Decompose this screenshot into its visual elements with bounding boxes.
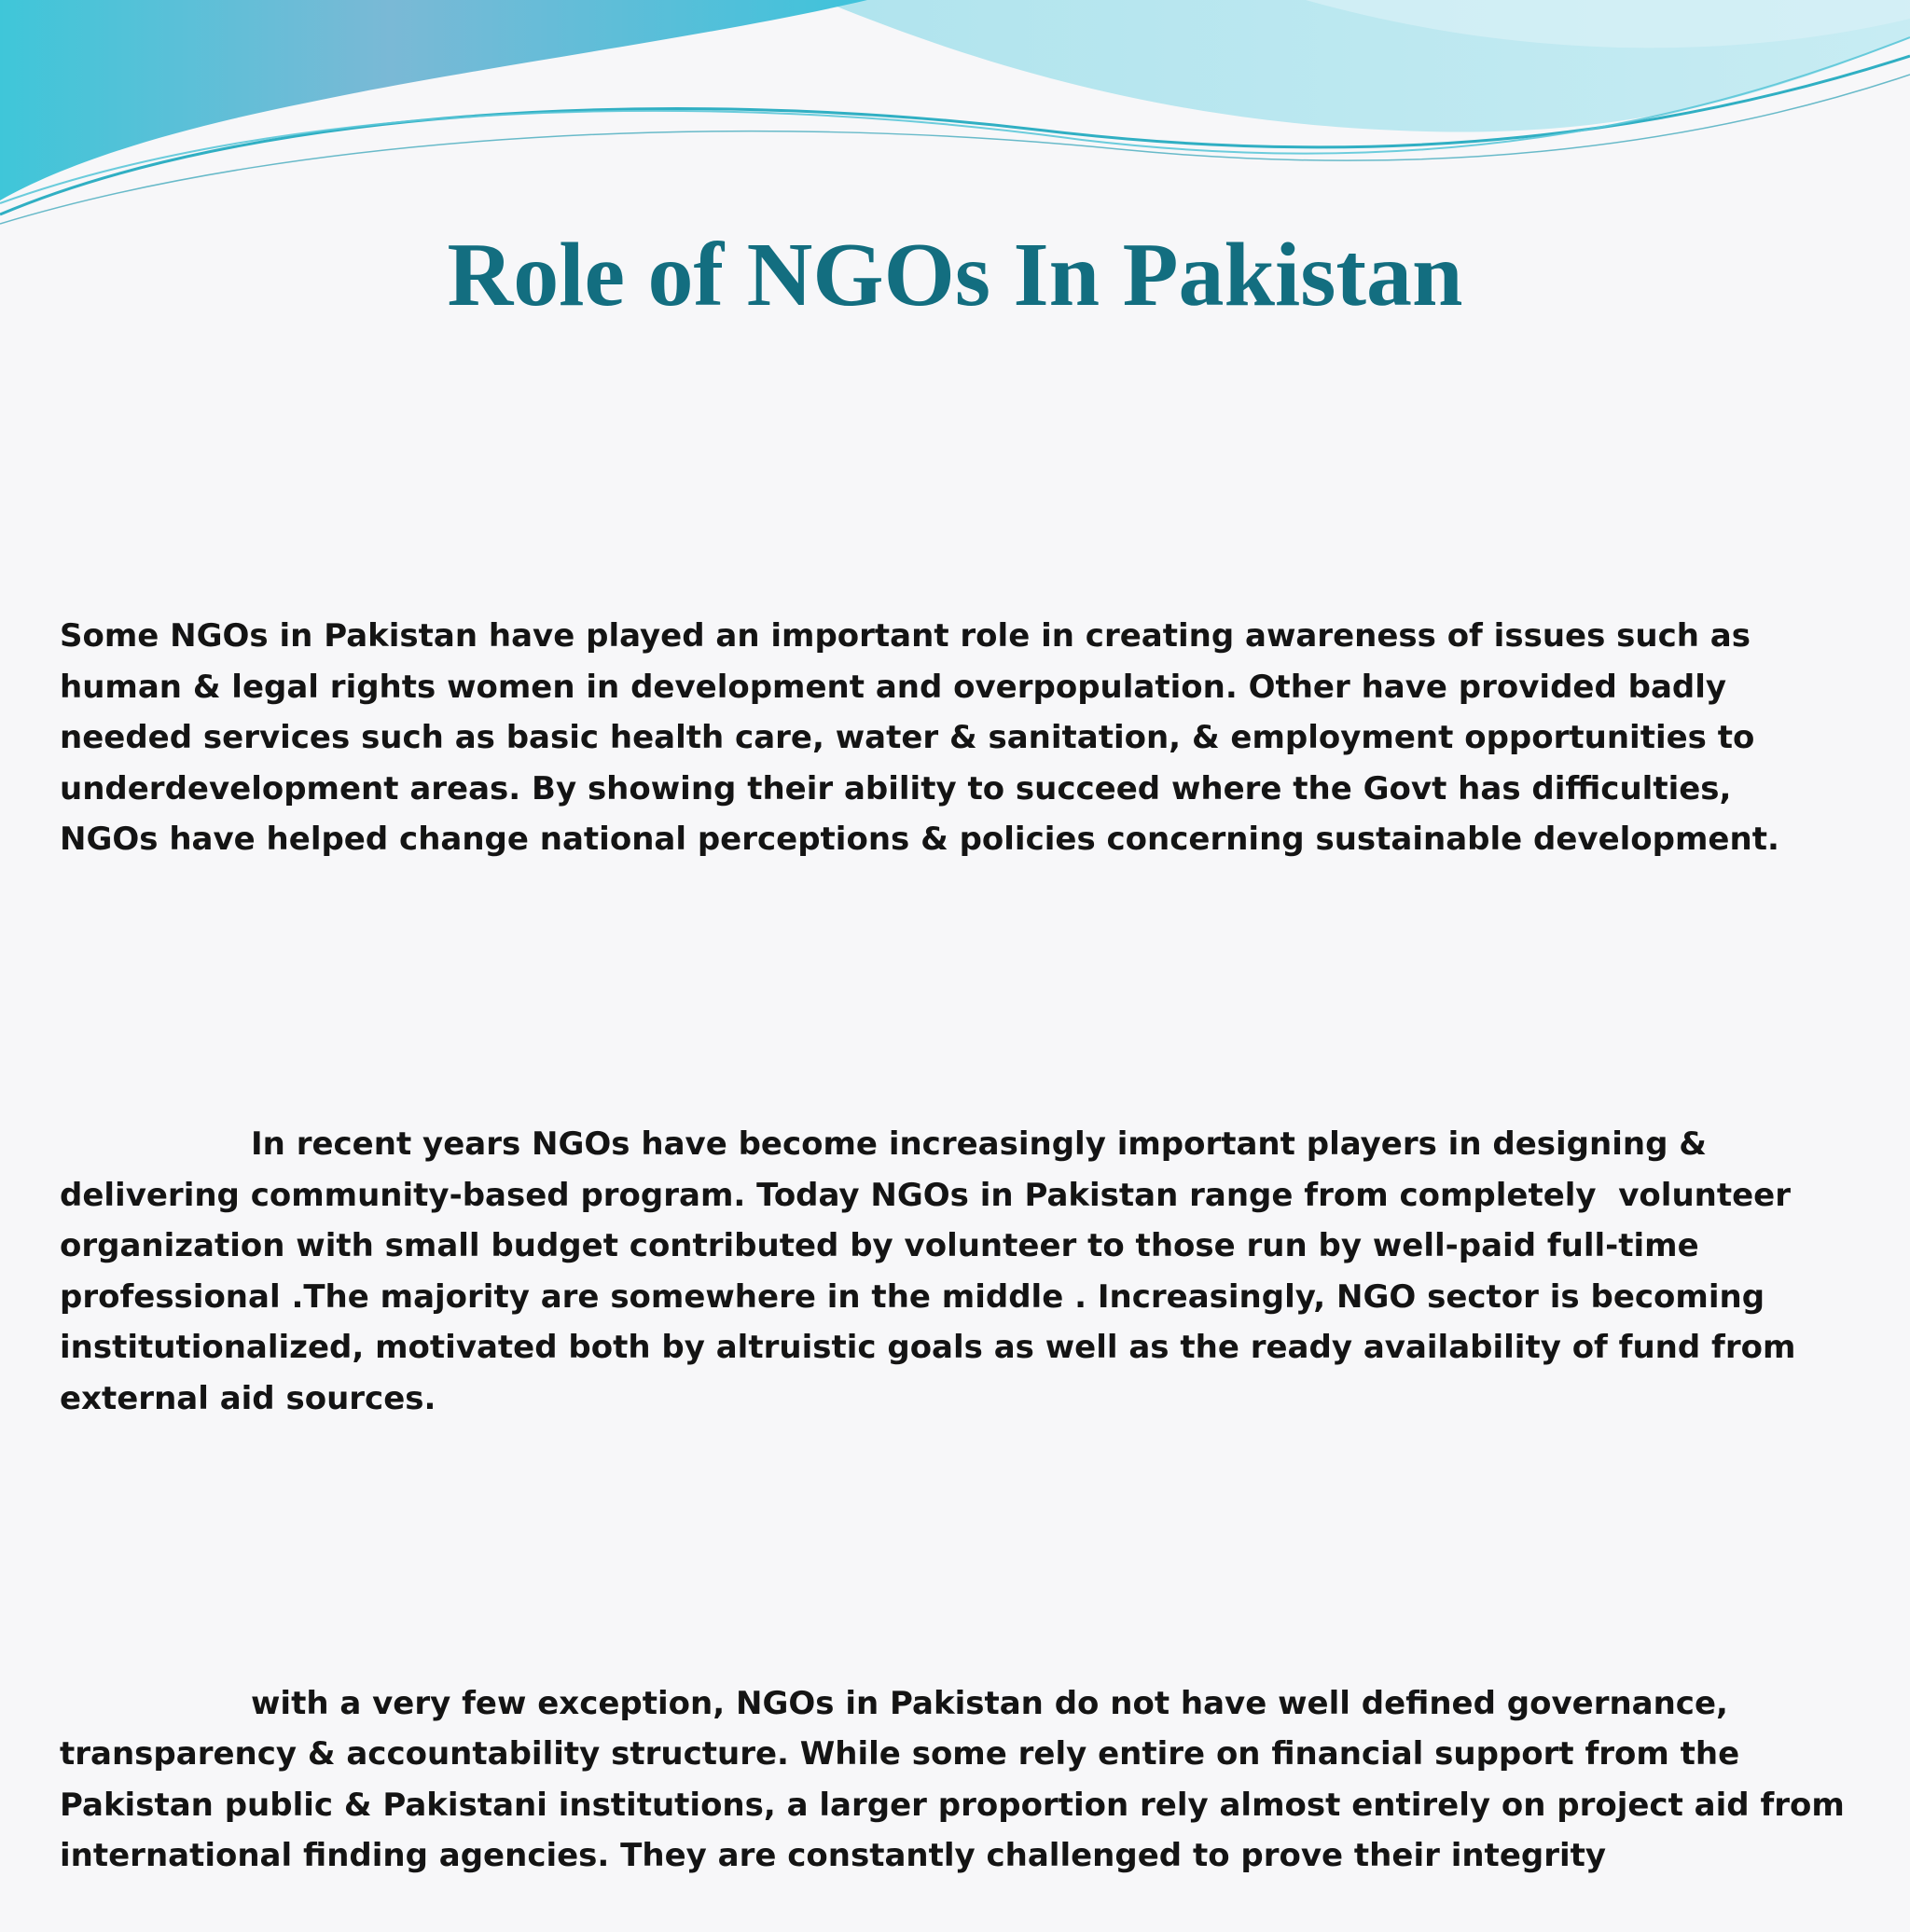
text-line: external aid sources. — [60, 1379, 436, 1417]
paragraph-recent-years — [60, 1119, 1869, 1424]
paragraph-awareness — [60, 611, 1869, 865]
text-line: NGOs have helped change national perceptions & policies concerning sustainable development. — [60, 821, 1779, 858]
slide-title: Role of NGOs In Pakistan — [447, 225, 1463, 325]
text-line: transparency & accountability structure. While some rely entire on financial support from the — [60, 1735, 1740, 1773]
text-line: with a very few exception, NGOs in Pakistan do not have well defined governance, — [251, 1684, 1728, 1722]
text-line: underdevelopment areas. By showing their ability to succeed where the Govt has difficulties, — [60, 769, 1732, 807]
paragraph-spacer — [60, 1525, 1869, 1577]
paragraph-governance — [60, 1678, 1869, 1882]
text-line: international finding agencies. They are constantly challenged to prove their integrity — [60, 1837, 1607, 1874]
text-line: needed services such as basic health care, water & sanitation, & employment opportunities to — [60, 719, 1755, 756]
paragraph-spacer — [60, 967, 1869, 1018]
text-line: delivering community-based program. Today NGOs in Pakistan range from completely volunteer — [60, 1176, 1791, 1214]
text-line: institutionalized, motivated both by altruistic goals as well as the ready availability of fund from — [60, 1329, 1796, 1366]
text-line-indented — [60, 1119, 1869, 1170]
text-line-indented — [60, 1678, 1869, 1730]
text-line: human & legal rights women in development and overpopulation. Other have provided badly — [60, 668, 1727, 706]
text-line: Some NGOs in Pakistan have played an important role in creating awareness of issues such as — [60, 617, 1751, 655]
text-line: professional .The majority are somewhere in the middle . Increasingly, NGO sector is becoming — [60, 1277, 1765, 1316]
text-line: In recent years NGOs have become increasingly important players in designing & — [251, 1125, 1707, 1163]
header-wave-decoration — [0, 0, 1910, 233]
text-line: Pakistan public & Pakistani institutions, a larger proportion rely almost entirely on project aid from — [60, 1786, 1845, 1824]
slide-body — [60, 509, 1869, 1932]
text-line: organization with small budget contributed by volunteer to those run by well-paid full-time — [60, 1227, 1699, 1264]
